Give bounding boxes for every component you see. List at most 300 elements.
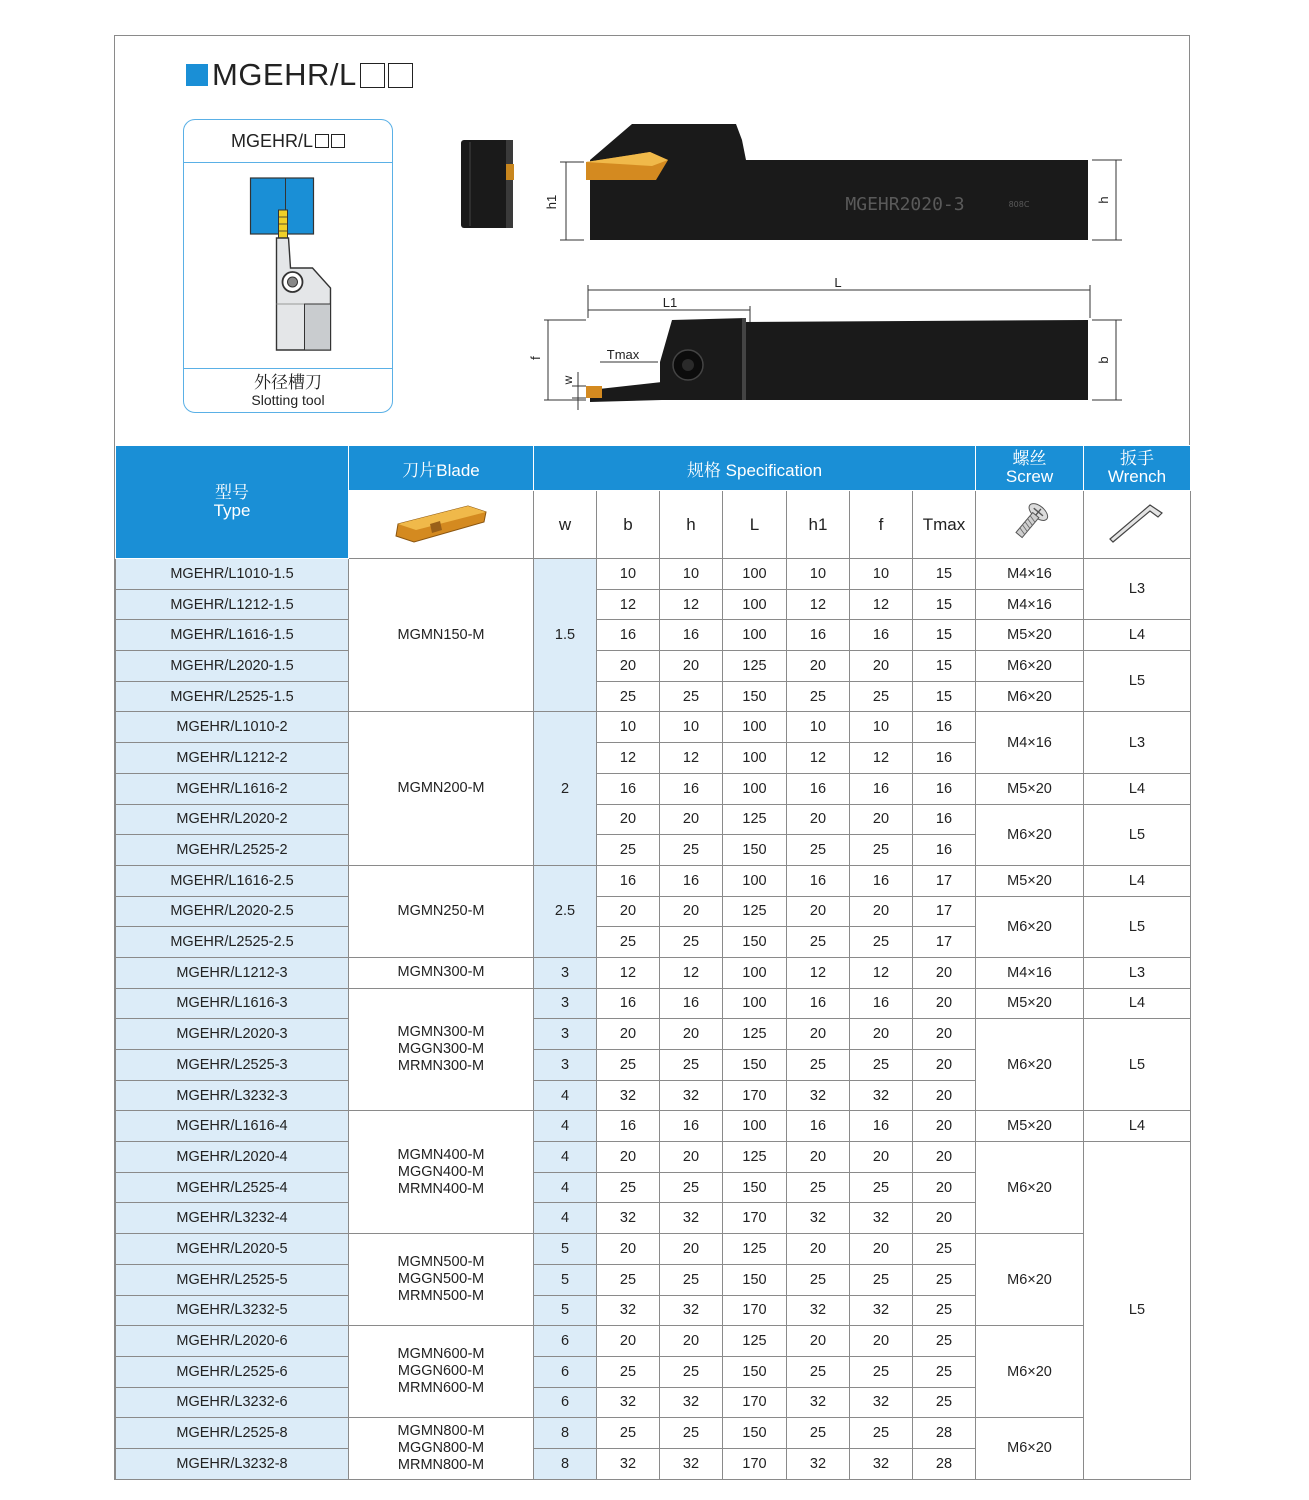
h-cell: 12 [660, 743, 723, 774]
w-cell: 5 [534, 1264, 597, 1295]
title-placeholder-box-2 [388, 63, 413, 88]
screw-cell: M6×20 [976, 1142, 1084, 1234]
wrench-cell: L4 [1084, 773, 1191, 804]
b-cell: 16 [597, 988, 660, 1019]
screw-cell: M4×16 [976, 589, 1084, 620]
wrench-cell: L5 [1084, 1142, 1191, 1480]
hex-wrench-icon [1104, 499, 1170, 545]
wrench-cell: L5 [1084, 896, 1191, 957]
h-cell: 25 [660, 1264, 723, 1295]
table-row [116, 681, 1191, 712]
card-placeholder-box-1 [315, 134, 329, 148]
header-blade: 刀片Blade [349, 446, 534, 491]
f-cell: 10 [850, 712, 913, 743]
w-cell: 6 [534, 1356, 597, 1387]
L-cell: 100 [723, 957, 787, 988]
type-cell: MGEHR/L2525-4 [116, 1172, 349, 1203]
screw-cell: M6×20 [976, 1019, 1084, 1111]
type-cell: MGEHR/L1212-3 [116, 957, 349, 988]
table-row [116, 1111, 1191, 1142]
h-cell: 20 [660, 1234, 723, 1265]
b-cell: 25 [597, 835, 660, 866]
b-cell: 12 [597, 743, 660, 774]
blade-insert-image-cell [349, 491, 534, 559]
dim-Tmax-label: Tmax [606, 347, 640, 362]
h1-cell: 16 [787, 865, 850, 896]
dim-f-label: f [528, 356, 543, 360]
w-cell: 2.5 [534, 865, 597, 957]
b-cell: 32 [597, 1387, 660, 1418]
screw-cell: M4×16 [976, 957, 1084, 988]
table-row [116, 1019, 1191, 1050]
h1-cell: 25 [787, 681, 850, 712]
wrench-cell: L5 [1084, 804, 1191, 865]
f-cell: 25 [850, 1418, 913, 1449]
b-cell: 25 [597, 1356, 660, 1387]
table-row [116, 957, 1191, 988]
wrench-cell: L3 [1084, 712, 1191, 773]
Tmax-cell: 15 [913, 589, 976, 620]
h1-cell: 12 [787, 957, 850, 988]
h-cell: 25 [660, 835, 723, 866]
Tmax-cell: 25 [913, 1356, 976, 1387]
table-row [116, 559, 1191, 590]
table-row [116, 1234, 1191, 1265]
type-cell: MGEHR/L3232-6 [116, 1387, 349, 1418]
b-cell: 25 [597, 1172, 660, 1203]
f-cell: 25 [850, 1050, 913, 1081]
h-cell: 25 [660, 927, 723, 958]
Tmax-cell: 25 [913, 1387, 976, 1418]
wrench-image-cell [1084, 491, 1191, 559]
col-header-L: L [723, 491, 787, 559]
table-row [116, 804, 1191, 835]
Tmax-cell: 16 [913, 773, 976, 804]
header-screw [976, 446, 1084, 491]
h1-cell: 10 [787, 712, 850, 743]
h-cell: 20 [660, 1019, 723, 1050]
Tmax-cell: 20 [913, 1142, 976, 1173]
dim-h1-label: h1 [544, 194, 559, 210]
L-cell: 170 [723, 1203, 787, 1234]
w-cell: 3 [534, 1019, 597, 1050]
slotting-tool-illustration [184, 164, 392, 368]
type-cell: MGEHR/L1616-3 [116, 988, 349, 1019]
f-cell: 20 [850, 896, 913, 927]
type-cell: MGEHR/L3232-4 [116, 1203, 349, 1234]
b-cell: 20 [597, 804, 660, 835]
w-cell: 5 [534, 1295, 597, 1326]
blade-cell: MGMN400-M MGGN400-M MRMN400-M [349, 1111, 534, 1234]
header-screw-zh: 螺丝 [1012, 449, 1047, 468]
dim-b-label: b [1096, 356, 1111, 364]
blade-cell: MGMN250-M [349, 865, 534, 957]
f-cell: 12 [850, 589, 913, 620]
h1-cell: 25 [787, 1264, 850, 1295]
Tmax-cell: 25 [913, 1264, 976, 1295]
h-cell: 20 [660, 651, 723, 682]
type-cell: MGEHR/L2020-3 [116, 1019, 349, 1050]
wrench-cell: L4 [1084, 620, 1191, 651]
header-spec: 规格 Specification [534, 446, 976, 491]
blade-cell: MGMN500-M MGGN500-M MRMN500-M [349, 1234, 534, 1326]
f-cell: 20 [850, 1326, 913, 1357]
f-cell: 16 [850, 865, 913, 896]
screw-cell: M5×20 [976, 1111, 1084, 1142]
L-cell: 100 [723, 712, 787, 743]
h1-cell: 32 [787, 1295, 850, 1326]
type-cell: MGEHR/L2020-5 [116, 1234, 349, 1265]
f-cell: 10 [850, 559, 913, 590]
b-cell: 32 [597, 1448, 660, 1479]
type-cell: MGEHR/L2020-6 [116, 1326, 349, 1357]
f-cell: 32 [850, 1295, 913, 1326]
h1-cell: 20 [787, 1234, 850, 1265]
Tmax-cell: 16 [913, 743, 976, 774]
b-cell: 25 [597, 1050, 660, 1081]
L-cell: 125 [723, 1326, 787, 1357]
title-text: MGEHR/L [212, 57, 357, 92]
card-footer [184, 368, 392, 413]
L-cell: 170 [723, 1387, 787, 1418]
L-cell: 125 [723, 651, 787, 682]
h1-cell: 20 [787, 1326, 850, 1357]
L-cell: 150 [723, 1172, 787, 1203]
h-cell: 20 [660, 804, 723, 835]
h-cell: 25 [660, 1418, 723, 1449]
h-cell: 32 [660, 1203, 723, 1234]
h-cell: 10 [660, 712, 723, 743]
L-cell: 150 [723, 1264, 787, 1295]
wrench-cell: L4 [1084, 988, 1191, 1019]
L-cell: 100 [723, 589, 787, 620]
type-cell: MGEHR/L2020-2 [116, 804, 349, 835]
h-cell: 16 [660, 988, 723, 1019]
h1-cell: 25 [787, 1172, 850, 1203]
type-cell: MGEHR/L1616-4 [116, 1111, 349, 1142]
h1-cell: 12 [787, 589, 850, 620]
dim-L1-label: L1 [662, 295, 678, 310]
L-cell: 100 [723, 620, 787, 651]
screw-cell: M5×20 [976, 620, 1084, 651]
type-cell: MGEHR/L1212-1.5 [116, 589, 349, 620]
card-placeholder-box-2 [331, 134, 345, 148]
L-cell: 125 [723, 1234, 787, 1265]
header-wrench [1084, 446, 1191, 491]
b-cell: 16 [597, 620, 660, 651]
b-cell: 20 [597, 1142, 660, 1173]
h-cell: 32 [660, 1295, 723, 1326]
f-cell: 20 [850, 1019, 913, 1050]
type-cell: MGEHR/L2020-1.5 [116, 651, 349, 682]
screw-cell: M4×16 [976, 559, 1084, 590]
Tmax-cell: 25 [913, 1234, 976, 1265]
h-cell: 16 [660, 773, 723, 804]
col-header-f: f [850, 491, 913, 559]
b-cell: 16 [597, 865, 660, 896]
Tmax-cell: 25 [913, 1295, 976, 1326]
f-cell: 12 [850, 957, 913, 988]
w-cell: 4 [534, 1142, 597, 1173]
h1-cell: 25 [787, 1356, 850, 1387]
header-type-zh: 型号 [215, 483, 249, 502]
h-cell: 25 [660, 681, 723, 712]
tool-type-card [183, 119, 393, 413]
f-cell: 16 [850, 620, 913, 651]
h-cell: 32 [660, 1448, 723, 1479]
wrench-cell: L3 [1084, 957, 1191, 988]
L-cell: 150 [723, 1418, 787, 1449]
specification-table [115, 445, 1191, 1480]
side-view-drawing [544, 124, 1122, 240]
L-cell: 125 [723, 804, 787, 835]
b-cell: 20 [597, 896, 660, 927]
f-cell: 16 [850, 773, 913, 804]
wrench-cell: L3 [1084, 559, 1191, 620]
b-cell: 32 [597, 1295, 660, 1326]
b-cell: 25 [597, 1264, 660, 1295]
h1-cell: 20 [787, 804, 850, 835]
Tmax-cell: 15 [913, 651, 976, 682]
b-cell: 25 [597, 927, 660, 958]
L-cell: 150 [723, 681, 787, 712]
f-cell: 32 [850, 1448, 913, 1479]
Tmax-cell: 20 [913, 1203, 976, 1234]
Tmax-cell: 20 [913, 957, 976, 988]
w-cell: 4 [534, 1080, 597, 1111]
wrench-cell: L5 [1084, 1019, 1191, 1111]
h1-cell: 20 [787, 1142, 850, 1173]
L-cell: 100 [723, 743, 787, 774]
type-cell: MGEHR/L1010-2 [116, 712, 349, 743]
card-title [184, 120, 392, 163]
f-cell: 32 [850, 1387, 913, 1418]
card-label-zh: 外径槽刀 [254, 373, 322, 393]
b-cell: 10 [597, 559, 660, 590]
type-cell: MGEHR/L3232-8 [116, 1448, 349, 1479]
type-cell: MGEHR/L2525-8 [116, 1418, 349, 1449]
w-cell: 6 [534, 1326, 597, 1357]
h1-cell: 16 [787, 773, 850, 804]
h-cell: 12 [660, 589, 723, 620]
b-cell: 32 [597, 1080, 660, 1111]
L-cell: 125 [723, 896, 787, 927]
L-cell: 150 [723, 927, 787, 958]
screw-cell: M6×20 [976, 651, 1084, 682]
Tmax-cell: 25 [913, 1326, 976, 1357]
h-cell: 10 [660, 559, 723, 590]
table-row [116, 1326, 1191, 1357]
w-cell: 8 [534, 1448, 597, 1479]
table-row [116, 988, 1191, 1019]
w-cell: 1.5 [534, 559, 597, 712]
wrench-cell: L4 [1084, 865, 1191, 896]
b-cell: 12 [597, 589, 660, 620]
h1-cell: 25 [787, 1050, 850, 1081]
table-row [116, 651, 1191, 682]
L-cell: 100 [723, 988, 787, 1019]
col-header-h: h [660, 491, 723, 559]
f-cell: 20 [850, 804, 913, 835]
table-row [116, 1418, 1191, 1449]
Tmax-cell: 16 [913, 804, 976, 835]
L-cell: 170 [723, 1080, 787, 1111]
L-cell: 100 [723, 559, 787, 590]
col-header-Tmax: Tmax [913, 491, 976, 559]
tool-dimension-drawings [440, 110, 1160, 430]
f-cell: 25 [850, 681, 913, 712]
type-cell: MGEHR/L2525-2 [116, 835, 349, 866]
h-cell: 25 [660, 1356, 723, 1387]
L-cell: 100 [723, 1111, 787, 1142]
type-cell: MGEHR/L2525-6 [116, 1356, 349, 1387]
f-cell: 20 [850, 651, 913, 682]
col-header-h1: h1 [787, 491, 850, 559]
L-cell: 150 [723, 1356, 787, 1387]
f-cell: 25 [850, 1264, 913, 1295]
col-header-b: b [597, 491, 660, 559]
L-cell: 150 [723, 835, 787, 866]
Tmax-cell: 20 [913, 988, 976, 1019]
header-type-en: Type [213, 501, 251, 520]
Tmax-cell: 15 [913, 620, 976, 651]
type-cell: MGEHR/L1616-1.5 [116, 620, 349, 651]
b-cell: 20 [597, 651, 660, 682]
end-view-drawing [461, 140, 514, 228]
b-cell: 20 [597, 1019, 660, 1050]
col-header-w: w [534, 491, 597, 559]
h1-cell: 25 [787, 1418, 850, 1449]
blade-cell: MGMN800-M MGGN800-M MRMN800-M [349, 1418, 534, 1479]
holder-engraving-small: 808C [1008, 200, 1030, 209]
b-cell: 20 [597, 1234, 660, 1265]
L-cell: 170 [723, 1448, 787, 1479]
h-cell: 12 [660, 957, 723, 988]
screw-cell: M5×20 [976, 773, 1084, 804]
table-row [116, 589, 1191, 620]
h1-cell: 25 [787, 835, 850, 866]
screw-cell: M6×20 [976, 1234, 1084, 1326]
w-cell: 2 [534, 712, 597, 865]
w-cell: 3 [534, 957, 597, 988]
f-cell: 20 [850, 1234, 913, 1265]
wrench-cell: L5 [1084, 651, 1191, 712]
b-cell: 20 [597, 1326, 660, 1357]
L-cell: 125 [723, 1142, 787, 1173]
h-cell: 32 [660, 1080, 723, 1111]
header-wrench-zh: 扳手 [1120, 449, 1154, 468]
w-cell: 3 [534, 1050, 597, 1081]
b-cell: 25 [597, 681, 660, 712]
title-bullet-square [186, 64, 208, 86]
h1-cell: 16 [787, 988, 850, 1019]
f-cell: 16 [850, 1111, 913, 1142]
blade-cell: MGMN200-M [349, 712, 534, 865]
f-cell: 25 [850, 835, 913, 866]
w-cell: 6 [534, 1387, 597, 1418]
f-cell: 32 [850, 1203, 913, 1234]
type-cell: MGEHR/L2525-3 [116, 1050, 349, 1081]
L-cell: 100 [723, 773, 787, 804]
Tmax-cell: 20 [913, 1050, 976, 1081]
card-title-text: MGEHR/L [230, 130, 313, 151]
f-cell: 12 [850, 743, 913, 774]
Tmax-cell: 15 [913, 559, 976, 590]
w-cell: 4 [534, 1172, 597, 1203]
h1-cell: 16 [787, 1111, 850, 1142]
table-row [116, 896, 1191, 927]
Tmax-cell: 15 [913, 681, 976, 712]
h-cell: 20 [660, 896, 723, 927]
header-type [116, 446, 349, 559]
L-cell: 170 [723, 1295, 787, 1326]
table-row [116, 865, 1191, 896]
wrench-cell: L4 [1084, 1111, 1191, 1142]
h-cell: 16 [660, 620, 723, 651]
b-cell: 25 [597, 1418, 660, 1449]
f-cell: 20 [850, 1142, 913, 1173]
holder-engraving: MGEHR2020-3 [845, 194, 965, 215]
b-cell: 32 [597, 1203, 660, 1234]
screw-cell: M5×20 [976, 988, 1084, 1019]
Tmax-cell: 17 [913, 865, 976, 896]
blade-cell: MGMN300-M [349, 957, 534, 988]
header-wrench-en: Wrench [1107, 467, 1167, 486]
type-cell: MGEHR/L3232-5 [116, 1295, 349, 1326]
Tmax-cell: 20 [913, 1080, 976, 1111]
h1-cell: 20 [787, 1019, 850, 1050]
b-cell: 12 [597, 957, 660, 988]
w-cell: 3 [534, 988, 597, 1019]
type-cell: MGEHR/L2020-2.5 [116, 896, 349, 927]
b-cell: 16 [597, 1111, 660, 1142]
table-row [116, 620, 1191, 651]
h-cell: 20 [660, 1326, 723, 1357]
h-cell: 16 [660, 1111, 723, 1142]
table-row [116, 773, 1191, 804]
screw-cell: M6×20 [976, 681, 1084, 712]
w-cell: 8 [534, 1418, 597, 1449]
h-cell: 25 [660, 1172, 723, 1203]
blade-cell: MGMN300-M MGGN300-M MRMN300-M [349, 988, 534, 1111]
b-cell: 16 [597, 773, 660, 804]
page-title [186, 55, 413, 95]
type-cell: MGEHR/L2020-4 [116, 1142, 349, 1173]
Tmax-cell: 20 [913, 1111, 976, 1142]
dim-h-label: h [1096, 196, 1111, 204]
h1-cell: 32 [787, 1203, 850, 1234]
type-cell: MGEHR/L2525-1.5 [116, 681, 349, 712]
title-placeholder-box-1 [360, 63, 385, 88]
Tmax-cell: 16 [913, 712, 976, 743]
Tmax-cell: 28 [913, 1448, 976, 1479]
blade-cell: MGMN150-M [349, 559, 534, 712]
Tmax-cell: 16 [913, 835, 976, 866]
h1-cell: 12 [787, 743, 850, 774]
insert-icon [386, 494, 496, 550]
f-cell: 25 [850, 1356, 913, 1387]
screw-cell: M6×20 [976, 1418, 1084, 1479]
L-cell: 100 [723, 865, 787, 896]
type-cell: MGEHR/L2525-5 [116, 1264, 349, 1295]
type-cell: MGEHR/L3232-3 [116, 1080, 349, 1111]
L-cell: 125 [723, 1019, 787, 1050]
card-label-en: Slotting tool [251, 392, 325, 408]
Tmax-cell: 17 [913, 896, 976, 927]
screw-image-cell [976, 491, 1084, 559]
screw-cell: M6×20 [976, 1326, 1084, 1418]
header-screw-en: Screw [1005, 467, 1054, 486]
